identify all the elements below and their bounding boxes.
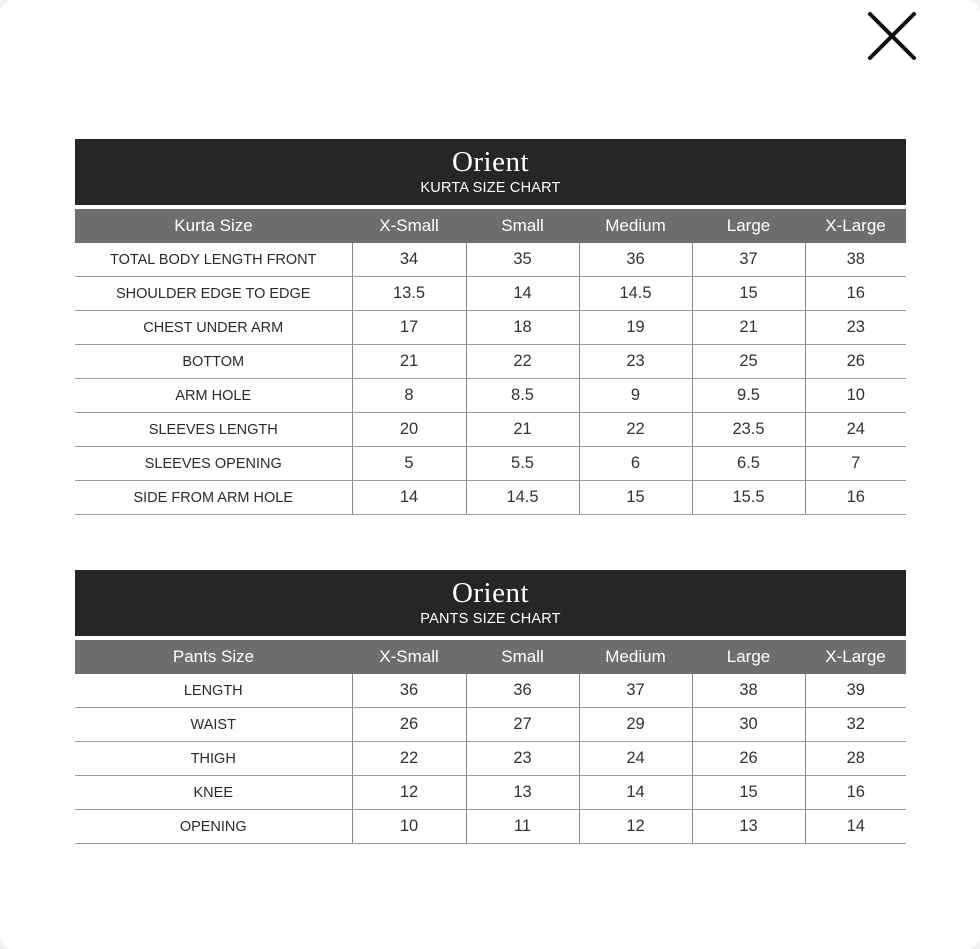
table-cell: 22	[352, 742, 466, 776]
table-row	[75, 447, 906, 481]
table-cell: 5	[352, 447, 466, 481]
table-cell: 34	[352, 243, 466, 277]
table-cell: 15	[692, 277, 805, 311]
table-cell: 32	[805, 708, 906, 742]
table-cell: 21	[466, 413, 579, 447]
measurement-label: TOTAL BODY LENGTH FRONT	[75, 243, 352, 277]
table-cell: 29	[579, 708, 692, 742]
table-cell: 7	[805, 447, 906, 481]
table-cell: 17	[352, 311, 466, 345]
table-cell: 12	[352, 776, 466, 810]
table-row	[75, 674, 906, 708]
column-header: Small	[466, 209, 579, 243]
table-cell: 16	[805, 277, 906, 311]
table-cell: 14	[466, 277, 579, 311]
table-cell: 11	[466, 810, 579, 844]
close-icon	[864, 8, 920, 64]
table-cell: 8	[352, 379, 466, 413]
close-button[interactable]	[864, 8, 920, 64]
table-cell: 14	[805, 810, 906, 844]
table-row	[75, 345, 906, 379]
table-cell: 23	[466, 742, 579, 776]
table-cell: 12	[579, 810, 692, 844]
measurement-label: BOTTOM	[75, 345, 352, 379]
column-header: X-Large	[805, 209, 906, 243]
table-cell: 15	[692, 776, 805, 810]
measurement-label: ARM HOLE	[75, 379, 352, 413]
table-cell: 38	[805, 243, 906, 277]
table-cell: 13	[466, 776, 579, 810]
column-header: X-Small	[352, 640, 466, 674]
table-row	[75, 481, 906, 515]
table-header-row	[75, 640, 906, 674]
pants-chart-banner	[75, 570, 906, 636]
table-cell: 36	[466, 674, 579, 708]
table-cell: 15	[579, 481, 692, 515]
table-cell: 6.5	[692, 447, 805, 481]
table-row	[75, 243, 906, 277]
table-cell: 38	[692, 674, 805, 708]
table-cell: 23	[579, 345, 692, 379]
column-header: Pants Size	[75, 640, 352, 674]
kurta-size-chart	[75, 139, 906, 515]
table-cell: 23.5	[692, 413, 805, 447]
table-row	[75, 379, 906, 413]
table-cell: 23	[805, 311, 906, 345]
table-row	[75, 742, 906, 776]
table-cell: 26	[352, 708, 466, 742]
table-cell: 13	[692, 810, 805, 844]
table-cell: 20	[352, 413, 466, 447]
table-cell: 19	[579, 311, 692, 345]
table-row	[75, 277, 906, 311]
table-cell: 9	[579, 379, 692, 413]
table-cell: 13.5	[352, 277, 466, 311]
measurement-label: SIDE FROM ARM HOLE	[75, 481, 352, 515]
brand-logo: Orient	[451, 577, 530, 609]
table-cell: 27	[466, 708, 579, 742]
table-cell: 14	[352, 481, 466, 515]
table-cell: 37	[692, 243, 805, 277]
column-header: Medium	[579, 640, 692, 674]
table-cell: 5.5	[466, 447, 579, 481]
table-cell: 35	[466, 243, 579, 277]
table-row	[75, 810, 906, 844]
table-row	[75, 776, 906, 810]
column-header: X-Small	[352, 209, 466, 243]
table-row	[75, 311, 906, 345]
kurta-size-table	[75, 209, 906, 515]
measurement-label: OPENING	[75, 810, 352, 844]
column-header: Medium	[579, 209, 692, 243]
measurement-label: THIGH	[75, 742, 352, 776]
table-row	[75, 708, 906, 742]
measurement-label: SLEEVES OPENING	[75, 447, 352, 481]
table-cell: 24	[579, 742, 692, 776]
table-cell: 30	[692, 708, 805, 742]
table-cell: 25	[692, 345, 805, 379]
column-header: X-Large	[805, 640, 906, 674]
table-cell: 14	[579, 776, 692, 810]
table-cell: 16	[805, 481, 906, 515]
column-header: Kurta Size	[75, 209, 352, 243]
table-cell: 14.5	[466, 481, 579, 515]
table-cell: 22	[466, 345, 579, 379]
table-cell: 18	[466, 311, 579, 345]
pants-size-table	[75, 640, 906, 844]
pants-size-chart	[75, 570, 906, 844]
column-header: Small	[466, 640, 579, 674]
table-cell: 36	[579, 243, 692, 277]
table-cell: 39	[805, 674, 906, 708]
table-cell: 37	[579, 674, 692, 708]
table-cell: 22	[579, 413, 692, 447]
table-cell: 21	[352, 345, 466, 379]
table-cell: 8.5	[466, 379, 579, 413]
table-header-row	[75, 209, 906, 243]
table-cell: 14.5	[579, 277, 692, 311]
measurement-label: WAIST	[75, 708, 352, 742]
measurement-label: SHOULDER EDGE TO EDGE	[75, 277, 352, 311]
column-header: Large	[692, 209, 805, 243]
table-cell: 15.5	[692, 481, 805, 515]
table-cell: 10	[805, 379, 906, 413]
table-cell: 6	[579, 447, 692, 481]
table-cell: 9.5	[692, 379, 805, 413]
brand-logo: Orient	[451, 146, 530, 178]
measurement-label: LENGTH	[75, 674, 352, 708]
measurement-label: CHEST UNDER ARM	[75, 311, 352, 345]
table-cell: 21	[692, 311, 805, 345]
table-cell: 26	[805, 345, 906, 379]
table-cell: 26	[692, 742, 805, 776]
table-cell: 16	[805, 776, 906, 810]
measurement-label: SLEEVES LENGTH	[75, 413, 352, 447]
table-cell: 24	[805, 413, 906, 447]
chart-title: KURTA SIZE CHART	[420, 180, 561, 196]
table-row	[75, 413, 906, 447]
kurta-chart-banner	[75, 139, 906, 205]
table-cell: 36	[352, 674, 466, 708]
chart-title: PANTS SIZE CHART	[420, 611, 561, 627]
table-cell: 10	[352, 810, 466, 844]
table-cell: 28	[805, 742, 906, 776]
measurement-label: KNEE	[75, 776, 352, 810]
column-header: Large	[692, 640, 805, 674]
